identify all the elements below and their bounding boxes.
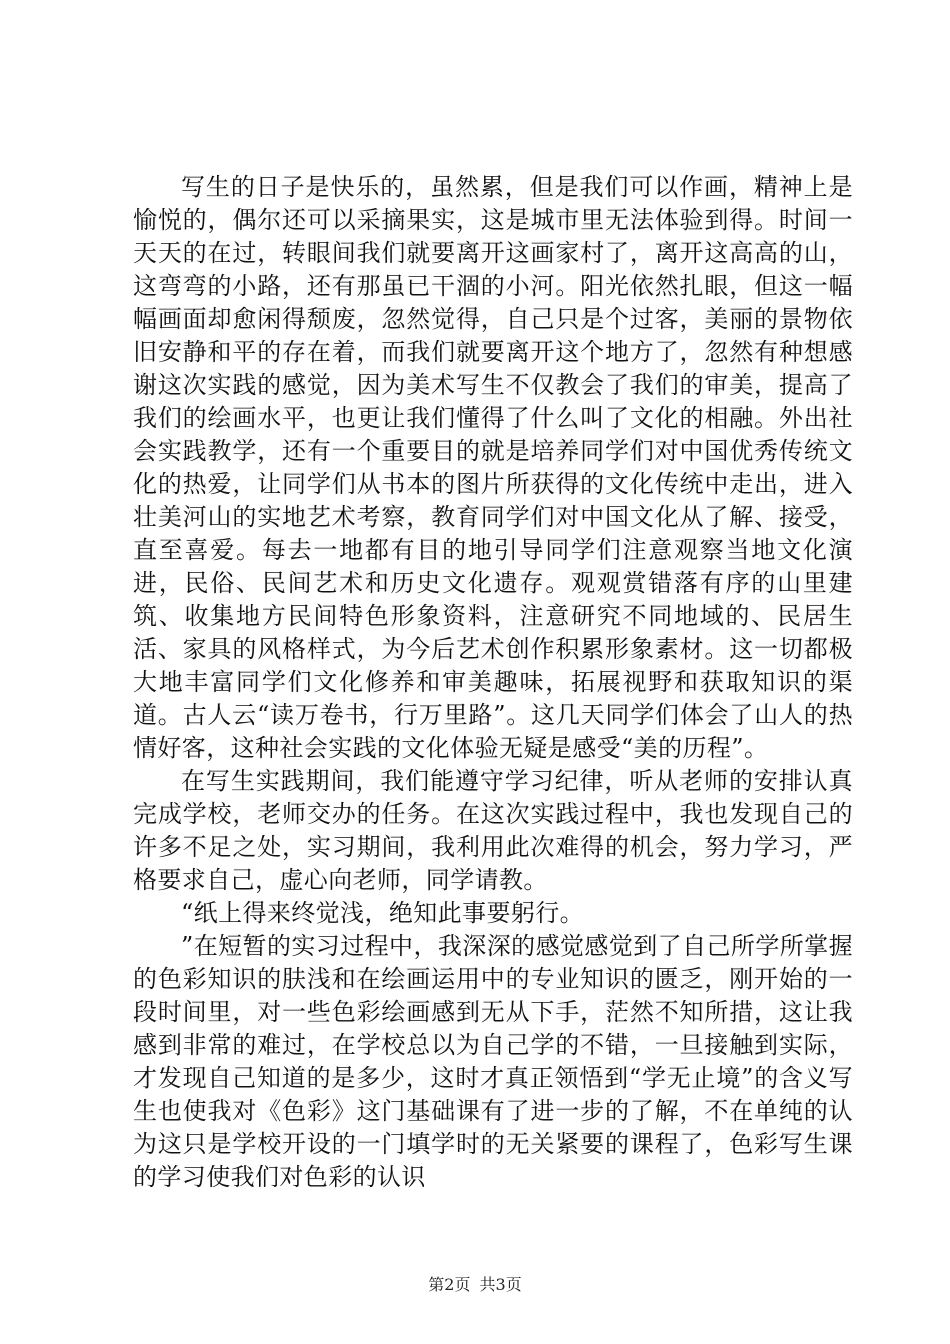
page-number: 第2页	[428, 1275, 471, 1294]
paragraph-3: “纸上得来终觉浅，绝知此事要躬行。	[181, 899, 585, 927]
document-body	[133, 171, 853, 1194]
paragraph-2: 在写生实践期间，我们能遵守学习纪律，听从老师的安排认真完成学校，老师交办的任务。在这次实践过程中，我也发现自己的许多不足之处，实习期间，我利用此次难得的机会，努力学习，严格要求自己，虚心向老师，同学请教。	[133, 767, 853, 894]
page-footer	[0, 1275, 950, 1295]
page-total: 共3页	[479, 1275, 522, 1294]
paragraph-1: 写生的日子是快乐的，虽然累，但是我们可以作画，精神上是愉悦的，偶尔还可以采摘果实，这是城市里无法体验到得。时间一天天的在过，转眼间我们就要离开这画家村了，离开这高高的山，这弯弯的小路，还有那虽已干涸的小河。阳光依然扎眼，但这一幅幅画面却愈闲得颓废，忽然觉得，自己只是个过客，美丽的景物依旧安静和平的存在着，而我们就要离开这个地方了，忽然有种想感谢这次实践的感觉，因为美术写生不仅教会了我们的审美，提高了我们的绘画水平，也更让我们懂得了什么叫了文化的相融。外出社会实践教学，还有一个重要目的就是培养同学们对中国优秀传统文化的热爱，让同学们从书本的图片所获得的文化传统中走出，进入壮美河山的实地艺术考察，教育同学们对中国文化从了解、接受，直至喜爱。每去一地都有目的地引导同学们注意观察当地文化演进，民俗、民间艺术和历史文化遗存。观观赏错落有序的山里建筑、收集地方民间特色形象资料，注意研究不同地域的、民居生活、家具的风格样式，为今后艺术创作积累形象素材。这一切都极大地丰富同学们文化修养和审美趣味，拓展视野和获取知识的渠道。古人云“读万卷书，行万里路”。这几天同学们体会了山人的热情好客，这种社会实践的文化体验无疑是感受“美的历程”。	[133, 173, 853, 762]
paragraph-4: ”在短暂的实习过程中，我深深的感觉感觉到了自己所学所掌握的色彩知识的肤浅和在绘画运用中的专业知识的匮乏，刚开始的一段时间里，对一些色彩绘画感到无从下手，茫然不知所措，这让我感到非常的难过，在学校总以为自己学的不错，一旦接触到实际，才发现自己知道的是多少，这时才真正领悟到“学无止境”的含义写生也使我对《色彩》这门基础课有了进一步的了解，不在单纯的认为这只是学校开设的一门填学时的无关紧要的课程了，色彩写生课的学习使我们对色彩的认识	[133, 932, 853, 1191]
